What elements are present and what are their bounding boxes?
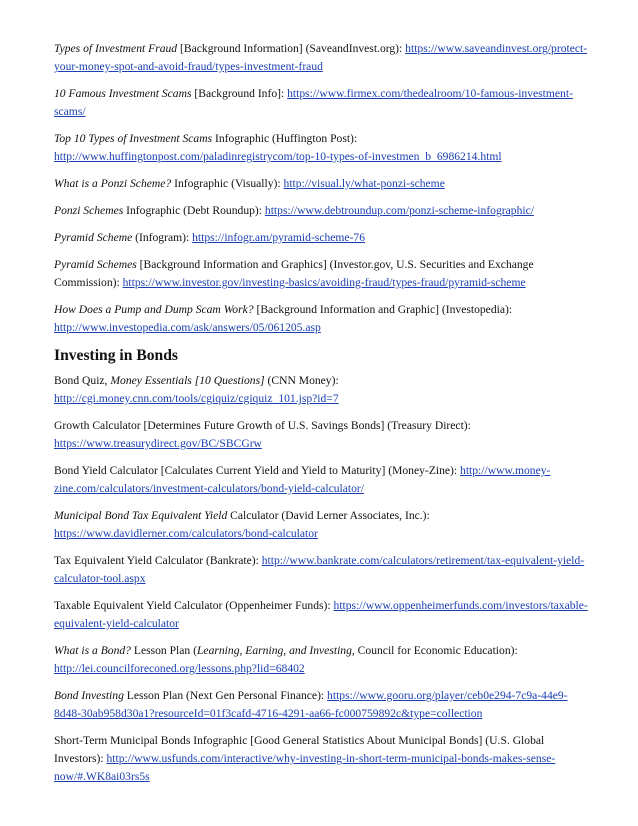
- entry-short-term-municipal-bonds: [54, 732, 590, 786]
- entry-lead: Bond Quiz,: [54, 374, 111, 387]
- entry-link[interactable]: https://www.investor.gov/investing-basics/avoiding-fraud/types-fraud/pyramid-scheme: [122, 276, 526, 289]
- entry-link[interactable]: https://www.firmex.com/thedealroom/10-famous-investment-scams/: [54, 87, 573, 118]
- entry-link[interactable]: https://www.debtroundup.com/ponzi-scheme-infographic/: [264, 204, 534, 217]
- entry-link[interactable]: https://www.davidlerner.com/calculators/bond-calculator: [54, 527, 318, 540]
- entry-link[interactable]: http://www.huffingtonpost.com/paladinregistrycom/top-10-types-of-investmen_b_6986214.html: [54, 150, 502, 163]
- entry-source: Calculator (David Lerner Associates, Inc.):: [227, 509, 430, 522]
- entry-title: Bond Investing: [54, 689, 124, 702]
- entry-title: Top 10 Types of Investment Scams: [54, 132, 213, 145]
- entry-link[interactable]: http://lei.councilforeconed.org/lessons.php?lid=68402: [54, 662, 305, 675]
- entry-title: 10 Famous Investment Scams: [54, 87, 192, 100]
- entry-title: Money Essentials [10 Questions]: [110, 374, 265, 387]
- entry-link[interactable]: http://cgi.money.cnn.com/tools/cgiquiz/cgiquiz_101.jsp?id=7: [54, 392, 339, 405]
- entry-source: Council for Economic Education):: [354, 644, 518, 657]
- entry-source: (CNN Money):: [264, 374, 339, 387]
- entry-link[interactable]: https://www.gooru.org/player/ceb0e294-7c9a-44e9-8d48-30ab958d30a1?resourceId=01f3cafd-4716-4291-aa66-fc000759892c&type=collection: [54, 689, 568, 720]
- entry-link[interactable]: http://visual.ly/what-ponzi-scheme: [283, 177, 445, 190]
- entry-link[interactable]: http://www.money-zine.com/calculators/investment-calculators/bond-yield-calculator/: [54, 464, 551, 495]
- entry-title: Pyramid Schemes: [54, 258, 137, 271]
- entry-pyramid-scheme: [54, 229, 590, 247]
- entry-title: What is a Bond?: [54, 644, 131, 657]
- entry-bond-yield-calculator: [54, 462, 590, 498]
- entry-link[interactable]: http://www.usfunds.com/interactive/why-investing-in-short-term-municipal-bonds-makes-sense-now/#.WK8ai03rs5s: [54, 752, 556, 783]
- entry-title: Pyramid Scheme: [54, 231, 133, 244]
- entry-source: [Background Info]:: [191, 87, 288, 100]
- entry-link[interactable]: https://infogr.am/pyramid-scheme-76: [192, 231, 366, 244]
- entry-title: How Does a Pump and Dump Scam Work?: [54, 303, 254, 316]
- entry-text: Tax Equivalent Yield Calculator (Bankrate):: [54, 554, 262, 567]
- entry-bond-quiz: [54, 372, 590, 408]
- entry-link[interactable]: https://www.oppenheimerfunds.com/investors/taxable-equivalent-yield-calculator: [54, 599, 588, 630]
- entry-text: Bond Yield Calculator [Calculates Current Yield and Yield to Maturity] (Money-Zine):: [54, 464, 461, 477]
- entry-text: Taxable Equivalent Yield Calculator (Oppenheimer Funds):: [54, 599, 334, 612]
- entry-source: [Background Information and Graphic] (Investopedia):: [253, 303, 513, 316]
- entry-famous-investment-scams: [54, 85, 590, 121]
- entry-pump-and-dump: [54, 301, 590, 337]
- entry-mid: Lesson Plan (: [130, 644, 197, 657]
- entry-source: [Background Information] (SaveandInvest.org):: [177, 42, 406, 55]
- document-content: [54, 40, 590, 795]
- entry-source: (Infogram):: [132, 231, 193, 244]
- entry-title: Ponzi Schemes: [54, 204, 124, 217]
- entry-source: Infographic (Debt Roundup):: [123, 204, 265, 217]
- entry-link[interactable]: https://www.saveandinvest.org/protect-your-money-spot-and-avoid-fraud/types-investment-fraud: [54, 42, 588, 73]
- entry-title: What is a Ponzi Scheme?: [54, 177, 172, 190]
- entry-what-is-ponzi: [54, 175, 590, 193]
- entry-title: Municipal Bond Tax Equivalent Yield: [54, 509, 228, 522]
- entry-municipal-bond-calculator: [54, 507, 590, 543]
- entry-pyramid-schemes: [54, 256, 590, 292]
- entry-bond-investing: [54, 687, 590, 723]
- entry-tax-equivalent-yield: [54, 552, 590, 588]
- entry-text: Growth Calculator [Determines Future Growth of U.S. Savings Bonds] (Treasury Direct):: [54, 419, 471, 432]
- entry-top-10-investment-scams: [54, 130, 590, 166]
- entry-link[interactable]: http://www.investopedia.com/ask/answers/05/061205.asp: [54, 321, 321, 334]
- entry-taxable-equivalent-yield: [54, 597, 590, 633]
- entry-ponzi-schemes: [54, 202, 590, 220]
- entry-link[interactable]: http://www.bankrate.com/calculators/retirement/tax-equivalent-yield-calculator-tool.aspx: [54, 554, 585, 585]
- entry-source: Infographic (Visually):: [171, 177, 284, 190]
- entry-source: Infographic (Huffington Post):: [212, 132, 358, 145]
- entry-italic: Learning, Earning, and Investing,: [196, 644, 355, 657]
- entry-what-is-a-bond: [54, 642, 590, 678]
- entry-link[interactable]: https://www.treasurydirect.gov/BC/SBCGrw: [54, 437, 262, 450]
- entry-title: Types of Investment Fraud: [54, 42, 178, 55]
- entry-source: [Background Information and Graphics] (Investor.gov, U.S. Securities and Exchange Commission):: [54, 258, 534, 289]
- entry-text: Short-Term Municipal Bonds Infographic [Good General Statistics About Municipal Bonds] (U.S. Global Investors):: [54, 734, 545, 765]
- section-heading-investing-in-bonds: Investing in Bonds: [54, 347, 178, 364]
- entry-source: Lesson Plan (Next Gen Personal Finance):: [123, 689, 328, 702]
- entry-types-of-investment-fraud: [54, 40, 590, 76]
- entry-growth-calculator: [54, 417, 590, 453]
